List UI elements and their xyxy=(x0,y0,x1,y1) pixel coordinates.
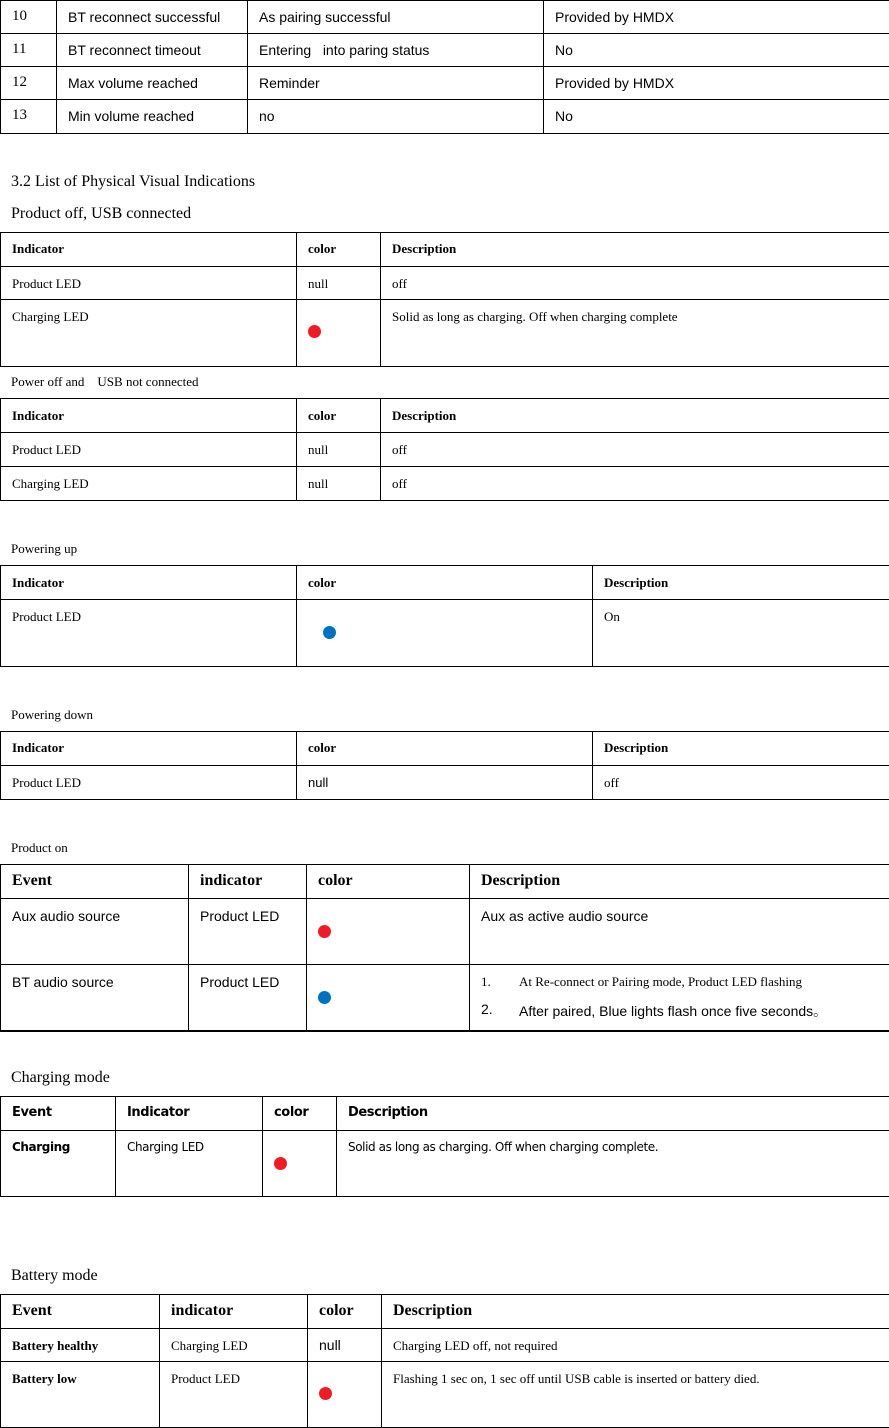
table-row xyxy=(1,267,889,300)
table-row xyxy=(1,100,889,134)
provided-cell: No xyxy=(544,34,889,67)
header-row xyxy=(1,865,889,899)
header-event: Event xyxy=(1,1295,160,1329)
indicator-cell: Product LED xyxy=(189,899,307,965)
indicator-cell: Product LED xyxy=(1,600,297,667)
description-cell: off xyxy=(381,467,889,501)
header-row xyxy=(1,399,889,433)
battery-mode-table xyxy=(0,1294,889,1428)
header-indicator: Indicator xyxy=(116,1097,263,1131)
power-off-no-usb-table xyxy=(0,398,889,501)
table-row xyxy=(1,766,889,800)
powering-up-table xyxy=(0,565,889,667)
table-row xyxy=(1,1329,889,1362)
event-cell: Min volume reached xyxy=(57,100,248,134)
event-cell: Battery healthy xyxy=(1,1329,160,1362)
header-description: Description xyxy=(593,732,889,766)
header-indicator: indicator xyxy=(189,865,307,899)
prompt-cell: no xyxy=(248,100,544,134)
indicator-cell: Charging LED xyxy=(1,300,297,367)
event-cell: Max volume reached xyxy=(57,67,248,100)
product-off-usb-table xyxy=(0,232,889,367)
header-row xyxy=(1,1097,889,1131)
table-row xyxy=(1,467,889,501)
blue-led-dot-icon xyxy=(323,626,336,639)
table-row xyxy=(1,1362,889,1428)
charging-mode-table xyxy=(0,1096,889,1197)
event-cell: Battery low xyxy=(1,1362,160,1428)
provided-cell: No xyxy=(544,100,889,134)
header-indicator: Indicator xyxy=(1,399,297,433)
description-cell: off xyxy=(381,267,889,300)
description-cell: Solid as long as charging. Off when charging complete. xyxy=(337,1131,889,1197)
table-row xyxy=(1,34,889,67)
event-cell: BT reconnect timeout xyxy=(57,34,248,67)
table-row xyxy=(1,433,889,467)
description-cell: off xyxy=(593,766,889,800)
header-indicator: Indicator xyxy=(1,233,297,267)
battery-mode-title: Battery mode xyxy=(11,1267,98,1285)
red-led-dot-icon xyxy=(308,325,321,338)
provided-cell: Provided by HMDX xyxy=(544,1,889,34)
table-row xyxy=(1,67,889,100)
header-color: color xyxy=(297,233,381,267)
description-cell: On xyxy=(593,600,889,667)
table-row xyxy=(1,1131,889,1197)
header-row xyxy=(1,233,889,267)
header-color: color xyxy=(307,865,470,899)
header-row xyxy=(1,732,889,766)
red-led-dot-icon xyxy=(274,1157,287,1170)
header-event: Event xyxy=(1,865,189,899)
color-cell xyxy=(307,899,470,965)
blue-led-dot-icon xyxy=(318,991,331,1004)
description-cell: Flashing 1 sec on, 1 sec off until USB cable is inserted or battery died. xyxy=(382,1362,889,1428)
event-cell: Charging xyxy=(1,1131,116,1197)
color-cell: null xyxy=(297,267,381,300)
header-description: Description xyxy=(381,399,889,433)
indicator-cell: Product LED xyxy=(189,965,307,1031)
description-cell: Aux as active audio source xyxy=(470,899,889,965)
header-color: color xyxy=(297,732,593,766)
product-off-usb-title: Product off, USB connected xyxy=(11,205,191,223)
list-item xyxy=(481,974,878,998)
event-cell: BT reconnect successful xyxy=(57,1,248,34)
header-event: Event xyxy=(1,1097,116,1131)
header-row xyxy=(1,566,889,600)
list-item xyxy=(481,1001,878,1017)
list-text: After paired, Blue lights flash once five seconds。 xyxy=(519,1001,827,1021)
color-cell: null xyxy=(297,467,381,501)
header-color: color xyxy=(297,566,593,600)
indicator-cell: Product LED xyxy=(1,766,297,800)
row-number: 12 xyxy=(1,67,57,100)
product-on-title: Product on xyxy=(11,840,68,856)
header-color: color xyxy=(297,399,381,433)
events-table xyxy=(0,0,889,134)
color-cell: null xyxy=(297,433,381,467)
list-number: 2. xyxy=(481,1001,493,1017)
event-cell: Aux audio source xyxy=(1,899,189,965)
indicator-cell: Product LED xyxy=(1,267,297,300)
header-description: Description xyxy=(382,1295,889,1329)
color-cell xyxy=(307,965,470,1031)
color-cell xyxy=(263,1131,337,1197)
color-cell xyxy=(297,300,381,367)
description-cell: off xyxy=(381,433,889,467)
header-description: Description xyxy=(593,566,889,600)
header-color: color xyxy=(263,1097,337,1131)
list-number: 1. xyxy=(481,974,491,989)
provided-cell: Provided by HMDX xyxy=(544,67,889,100)
prompt-cell: As pairing successful xyxy=(248,1,544,34)
row-number: 13 xyxy=(1,100,57,134)
row-number: 10 xyxy=(1,1,57,34)
list-text: At Re-connect or Pairing mode, Product LED flashing xyxy=(519,974,802,990)
prompt-cell: Reminder xyxy=(248,67,544,100)
indicator-cell: Product LED xyxy=(160,1362,308,1428)
prompt-cell: Entering into paring status xyxy=(248,34,544,67)
table-row xyxy=(1,1,889,34)
red-led-dot-icon xyxy=(319,1387,332,1400)
header-description: Description xyxy=(381,233,889,267)
table-row xyxy=(1,899,889,965)
description-cell: Charging LED off, not required xyxy=(382,1329,889,1362)
powering-up-title: Powering up xyxy=(11,541,77,557)
table-row xyxy=(1,300,889,367)
header-description: Description xyxy=(337,1097,889,1131)
event-cell: BT audio source xyxy=(1,965,189,1031)
indicator-cell: Product LED xyxy=(1,433,297,467)
header-color: color xyxy=(308,1295,382,1329)
header-indicator: Indicator xyxy=(1,566,297,600)
color-cell xyxy=(308,1362,382,1428)
description-cell xyxy=(470,965,889,1031)
indicator-cell: Charging LED xyxy=(1,467,297,501)
row-number: 11 xyxy=(1,34,57,67)
header-indicator: indicator xyxy=(160,1295,308,1329)
charging-mode-title: Charging mode xyxy=(11,1069,110,1087)
header-indicator: Indicator xyxy=(1,732,297,766)
header-row xyxy=(1,1295,889,1329)
table-row xyxy=(1,965,889,1031)
indicator-cell: Charging LED xyxy=(160,1329,308,1362)
indicator-cell: Charging LED xyxy=(116,1131,263,1197)
powering-down-title: Powering down xyxy=(11,707,93,723)
red-led-dot-icon xyxy=(318,925,331,938)
color-cell: null xyxy=(308,1329,382,1362)
table-row xyxy=(1,600,889,667)
product-on-table xyxy=(0,864,889,1032)
description-cell: Solid as long as charging. Off when charging complete xyxy=(381,300,889,367)
section-heading: 3.2 List of Physical Visual Indications xyxy=(11,173,255,191)
powering-down-table xyxy=(0,731,889,800)
color-cell xyxy=(297,600,593,667)
color-cell: null xyxy=(297,766,593,800)
power-off-no-usb-title: Power off and USB not connected xyxy=(11,374,199,390)
header-description: Description xyxy=(470,865,889,899)
